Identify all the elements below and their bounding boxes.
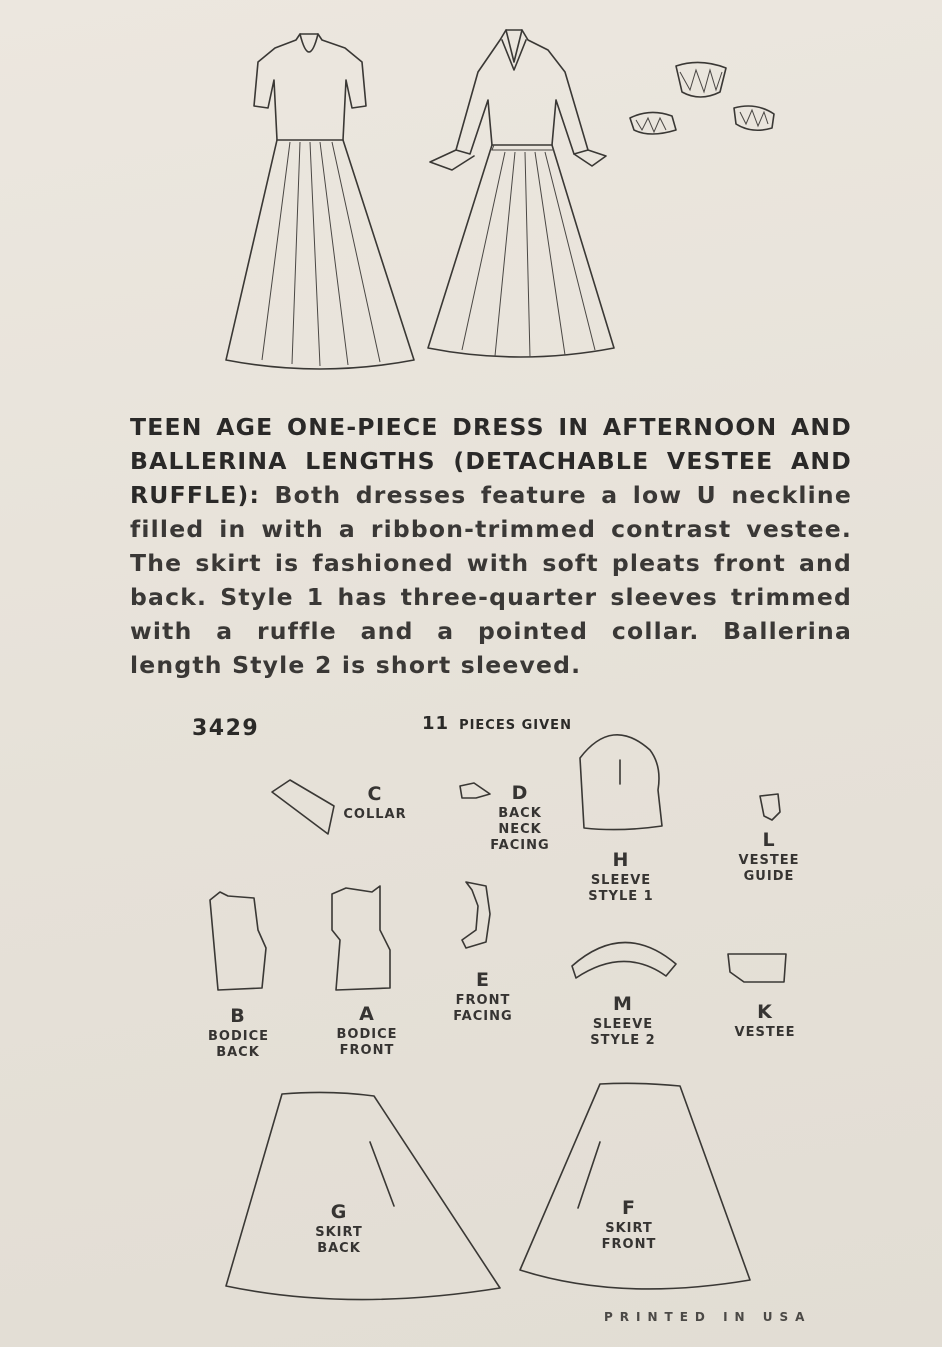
sleeve-style-1-piece [580, 735, 662, 830]
description-title: TEEN AGE ONE-PIECE DRESS IN AFTERNOON AND BALLERINA LENGTHS (DETACHABLE VESTEE AND RUFFLE): [130, 413, 852, 509]
printed-in-usa: PRINTED IN USA [604, 1310, 812, 1324]
skirt-back-piece [226, 1092, 500, 1299]
sleeve-style-2-piece [572, 942, 676, 978]
pieces-label: PIECES GIVEN [459, 718, 572, 733]
pieces-count: 11 [422, 713, 450, 734]
front-facing-piece [462, 882, 490, 948]
skirt-front-piece [520, 1083, 750, 1289]
piece-label-sleeve-style-1: H SLEEVE STYLE 1 [588, 849, 654, 904]
piece-label-skirt-back: G SKIRT BACK [315, 1201, 363, 1256]
collar-piece [272, 780, 334, 834]
vestee-piece [728, 954, 786, 982]
piece-label-bodice-front: A BODICE FRONT [336, 1003, 398, 1058]
ruffle-detail-drawings [630, 62, 774, 134]
pieces-given [422, 713, 572, 734]
piece-label-sleeve-style-2: M SLEEVE STYLE 2 [590, 993, 656, 1048]
description-body: Both dresses feature a low U neckline filled in with a ribbon-trimmed contrast vestee. The skirt is fashioned with soft pleats front and back. Style 1 has three-quarter sleeves trimmed with a ruffle and a pointed collar. Ballerina length Style 2 is short sleeved. [130, 481, 852, 679]
piece-label-vestee: K VESTEE [734, 1001, 796, 1040]
piece-label-vestee-guide: L VESTEE GUIDE [738, 829, 800, 884]
vestee-guide-piece [760, 794, 780, 820]
bodice-back-piece [210, 892, 266, 990]
dress-style-1-drawing [428, 30, 614, 357]
piece-label-skirt-front: F SKIRT FRONT [601, 1197, 657, 1252]
dress-style-2-drawing [226, 34, 414, 369]
piece-label-front-facing: E FRONT FACING [453, 969, 513, 1024]
bodice-front-piece [332, 886, 390, 990]
pattern-description [130, 410, 852, 682]
piece-label-collar: C COLLAR [343, 783, 407, 822]
piece-label-bodice-back: B BODICE BACK [208, 1005, 270, 1060]
pattern-number: 3429 [192, 716, 260, 741]
piece-label-back-neck-facing: D BACK NECK FACING [490, 782, 550, 853]
